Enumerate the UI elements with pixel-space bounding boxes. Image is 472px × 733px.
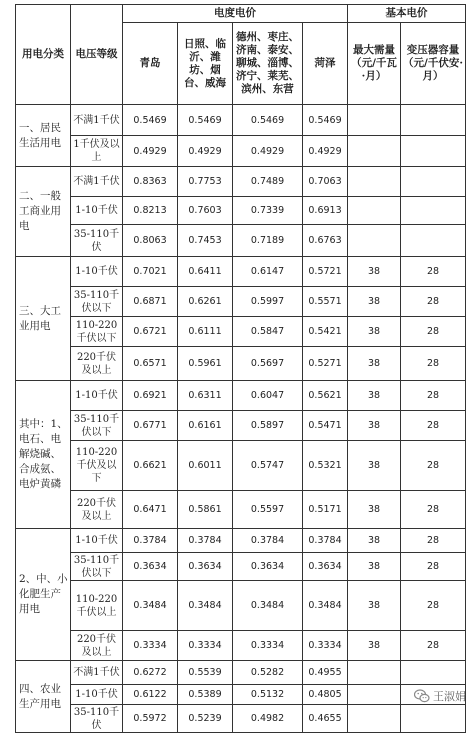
price-cell: 0.3634 — [303, 553, 348, 581]
price-cell: 0.6161 — [178, 411, 233, 441]
wechat-icon — [414, 688, 430, 704]
price-cell: 0.3334 — [233, 631, 303, 661]
table-row — [16, 411, 466, 441]
voltage-cell: 220千伏及以上 — [71, 631, 123, 661]
price-cell: 0.5132 — [233, 685, 303, 705]
price-cell: 0.3634 — [178, 553, 233, 581]
price-cell: 0.3334 — [303, 631, 348, 661]
price-cell: 0.4982 — [233, 705, 303, 733]
transformer-cell — [401, 661, 466, 685]
max-demand-cell: 38 — [348, 257, 401, 287]
price-cell: 0.3784 — [233, 529, 303, 553]
max-demand-cell — [348, 197, 401, 225]
table-row — [16, 287, 466, 317]
max-demand-cell — [348, 105, 401, 136]
max-demand-cell — [348, 136, 401, 167]
max-demand-cell — [348, 225, 401, 257]
voltage-cell: 1-10千伏 — [71, 257, 123, 287]
price-cell: 0.5469 — [123, 105, 178, 136]
header-city-3: 菏泽 — [303, 23, 348, 105]
transformer-cell: 28 — [401, 491, 466, 529]
price-cell: 0.3484 — [123, 581, 178, 631]
price-cell: 0.3784 — [178, 529, 233, 553]
transformer-cell: 28 — [401, 287, 466, 317]
transformer-cell: 28 — [401, 441, 466, 491]
voltage-cell: 不满1千伏 — [71, 167, 123, 197]
table-row — [16, 257, 466, 287]
category-cell: 其中：1、电石、电解烧碱、合成氨、电炉黄磷 — [16, 381, 71, 529]
price-cell: 0.6261 — [178, 287, 233, 317]
price-cell: 0.6721 — [123, 317, 178, 347]
price-cell: 0.5321 — [303, 441, 348, 491]
max-demand-cell — [348, 685, 401, 705]
table-row — [16, 581, 466, 631]
transformer-cell — [401, 167, 466, 197]
max-demand-cell — [348, 661, 401, 685]
price-cell: 0.6471 — [123, 491, 178, 529]
price-cell: 0.6913 — [303, 197, 348, 225]
voltage-cell: 1-10千伏 — [71, 381, 123, 411]
voltage-cell: 不满1千伏 — [71, 661, 123, 685]
voltage-cell: 220千伏及以上 — [71, 491, 123, 529]
price-cell: 0.6122 — [123, 685, 178, 705]
price-cell: 0.5861 — [178, 491, 233, 529]
price-cell: 0.5271 — [303, 347, 348, 381]
price-cell: 0.4929 — [178, 136, 233, 167]
voltage-cell: 35-110千伏 — [71, 705, 123, 733]
price-cell: 0.6871 — [123, 287, 178, 317]
voltage-cell: 35-110千伏 — [71, 225, 123, 257]
transformer-cell: 28 — [401, 257, 466, 287]
price-cell: 0.7603 — [178, 197, 233, 225]
table-row — [16, 631, 466, 661]
max-demand-cell: 38 — [348, 411, 401, 441]
transformer-cell: 28 — [401, 631, 466, 661]
category-cell: 四、农业生产用电 — [16, 661, 71, 733]
price-cell: 0.5471 — [303, 411, 348, 441]
price-cell: 0.8063 — [123, 225, 178, 257]
price-cell: 0.5997 — [233, 287, 303, 317]
header-city-1: 日照、临沂、潍坊、烟台、威海 — [178, 23, 233, 105]
price-cell: 0.3634 — [233, 553, 303, 581]
price-cell: 0.3784 — [123, 529, 178, 553]
transformer-cell: 28 — [401, 317, 466, 347]
max-demand-cell: 38 — [348, 317, 401, 347]
price-cell: 0.3484 — [303, 581, 348, 631]
table-row — [16, 197, 466, 225]
voltage-cell: 220千伏及以上 — [71, 347, 123, 381]
price-cell: 0.7453 — [178, 225, 233, 257]
max-demand-cell: 38 — [348, 287, 401, 317]
voltage-cell: 1-10千伏 — [71, 197, 123, 225]
category-cell: 2、中、小化肥生产用电 — [16, 529, 71, 661]
price-cell: 0.7753 — [178, 167, 233, 197]
price-cell: 0.6272 — [123, 661, 178, 685]
category-cell: 一、居民生活用电 — [16, 105, 71, 167]
max-demand-cell: 38 — [348, 529, 401, 553]
price-cell: 0.5282 — [233, 661, 303, 685]
voltage-cell: 不满1千伏 — [71, 105, 123, 136]
price-cell: 0.8363 — [123, 167, 178, 197]
voltage-cell: 110-220千伏以下 — [71, 317, 123, 347]
watermark-text: 王淑娟 — [433, 690, 466, 703]
voltage-cell: 35-110千伏以下 — [71, 411, 123, 441]
header-basic-price: 基本电价 — [348, 5, 466, 23]
price-cell: 0.7063 — [303, 167, 348, 197]
price-cell: 0.7489 — [233, 167, 303, 197]
price-cell: 0.3334 — [123, 631, 178, 661]
price-cell: 0.6011 — [178, 441, 233, 491]
category-cell: 三、大工业用电 — [16, 257, 71, 381]
table-body — [16, 105, 466, 733]
price-cell: 0.4929 — [123, 136, 178, 167]
max-demand-cell: 38 — [348, 381, 401, 411]
price-cell: 0.5239 — [178, 705, 233, 733]
electricity-price-table — [15, 4, 466, 733]
price-cell: 0.6571 — [123, 347, 178, 381]
price-cell: 0.5469 — [303, 105, 348, 136]
transformer-cell — [401, 136, 466, 167]
max-demand-cell: 38 — [348, 631, 401, 661]
transformer-cell: 28 — [401, 381, 466, 411]
header-transformer: 变压器容量（元/千伏安·月） — [401, 23, 466, 105]
max-demand-cell: 38 — [348, 581, 401, 631]
price-cell: 0.7021 — [123, 257, 178, 287]
header-max-demand: 最大需量（元/千瓦·月） — [348, 23, 401, 105]
header-energy-price: 电度电价 — [123, 5, 348, 23]
price-cell: 0.4929 — [303, 136, 348, 167]
price-cell: 0.5171 — [303, 491, 348, 529]
table-row — [16, 105, 466, 136]
price-cell: 0.6621 — [123, 441, 178, 491]
max-demand-cell: 38 — [348, 491, 401, 529]
price-cell: 0.5721 — [303, 257, 348, 287]
price-cell: 0.4805 — [303, 685, 348, 705]
voltage-cell: 1-10千伏 — [71, 685, 123, 705]
table-row — [16, 381, 466, 411]
table-row — [16, 661, 466, 685]
voltage-cell: 110-220千伏以上 — [71, 581, 123, 631]
price-cell: 0.5897 — [233, 411, 303, 441]
price-cell: 0.5847 — [233, 317, 303, 347]
price-cell: 0.5421 — [303, 317, 348, 347]
max-demand-cell: 38 — [348, 553, 401, 581]
voltage-cell: 35-110千伏以下 — [71, 287, 123, 317]
price-cell: 0.5961 — [178, 347, 233, 381]
price-cell: 0.4955 — [303, 661, 348, 685]
table-row — [16, 136, 466, 167]
price-cell: 0.6311 — [178, 381, 233, 411]
price-cell: 0.5621 — [303, 381, 348, 411]
voltage-cell: 1千伏及以上 — [71, 136, 123, 167]
price-cell: 0.6047 — [233, 381, 303, 411]
price-cell: 0.3334 — [178, 631, 233, 661]
max-demand-cell: 38 — [348, 441, 401, 491]
price-cell: 0.6111 — [178, 317, 233, 347]
price-cell: 0.5972 — [123, 705, 178, 733]
header-voltage: 电压等级 — [71, 5, 123, 105]
category-cell: 二、一般工商业用电 — [16, 167, 71, 257]
price-cell: 0.3784 — [303, 529, 348, 553]
price-cell: 0.8213 — [123, 197, 178, 225]
price-cell: 0.5747 — [233, 441, 303, 491]
header-category: 用电分类 — [16, 5, 71, 105]
price-cell: 0.7339 — [233, 197, 303, 225]
price-cell: 0.6763 — [303, 225, 348, 257]
price-cell: 0.3634 — [123, 553, 178, 581]
voltage-cell: 35-110千伏以下 — [71, 553, 123, 581]
table-row — [16, 553, 466, 581]
voltage-cell: 110-220千伏及以下 — [71, 441, 123, 491]
transformer-cell — [401, 197, 466, 225]
price-cell: 0.5697 — [233, 347, 303, 381]
transformer-cell: 28 — [401, 529, 466, 553]
voltage-cell: 1-10千伏 — [71, 529, 123, 553]
table-row — [16, 347, 466, 381]
transformer-cell — [401, 225, 466, 257]
header-city-0: 青岛 — [123, 23, 178, 105]
price-cell: 0.6771 — [123, 411, 178, 441]
watermark — [414, 688, 466, 704]
transformer-cell — [401, 105, 466, 136]
price-cell: 0.4929 — [233, 136, 303, 167]
price-cell: 0.3484 — [178, 581, 233, 631]
transformer-cell: 28 — [401, 411, 466, 441]
max-demand-cell — [348, 167, 401, 197]
table-row — [16, 167, 466, 197]
table-row — [16, 317, 466, 347]
max-demand-cell: 38 — [348, 347, 401, 381]
price-cell: 0.5469 — [178, 105, 233, 136]
transformer-cell: 28 — [401, 553, 466, 581]
price-cell: 0.5597 — [233, 491, 303, 529]
price-cell: 0.5539 — [178, 661, 233, 685]
table-row — [16, 491, 466, 529]
transformer-cell: 28 — [401, 347, 466, 381]
transformer-cell: 28 — [401, 581, 466, 631]
price-cell: 0.5469 — [233, 105, 303, 136]
price-cell: 0.5571 — [303, 287, 348, 317]
table-row — [16, 529, 466, 553]
price-cell: 0.7189 — [233, 225, 303, 257]
price-cell: 0.6411 — [178, 257, 233, 287]
table-row — [16, 225, 466, 257]
price-cell: 0.5389 — [178, 685, 233, 705]
price-cell: 0.6921 — [123, 381, 178, 411]
table-row — [16, 441, 466, 491]
price-cell: 0.6147 — [233, 257, 303, 287]
table-row — [16, 685, 466, 705]
price-cell: 0.4655 — [303, 705, 348, 733]
header-city-2: 德州、枣庄、济南、泰安、聊城、淄博、济宁、莱芜、滨州、东营 — [233, 23, 303, 105]
price-cell: 0.3484 — [233, 581, 303, 631]
